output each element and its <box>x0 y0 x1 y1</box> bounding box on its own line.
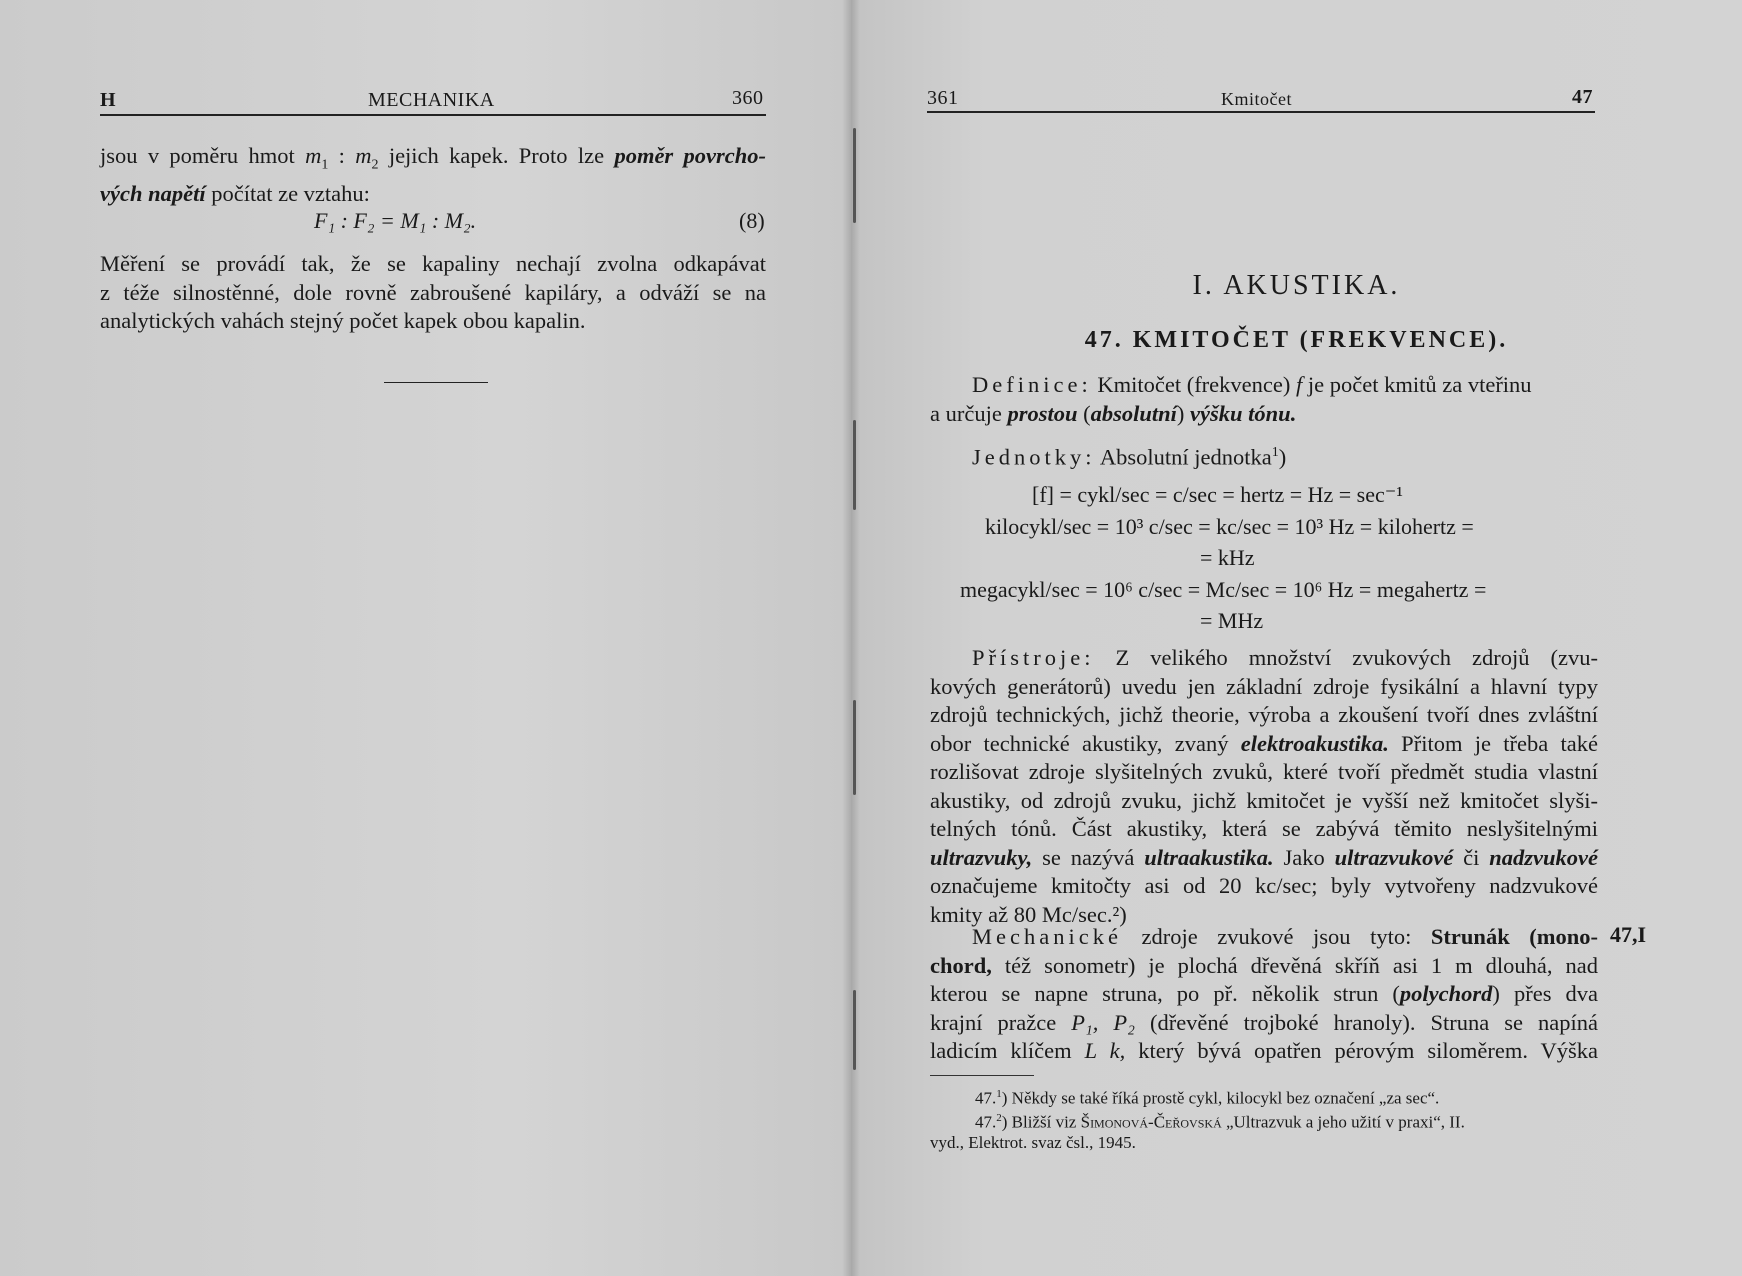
chapter-title: I. AKUSTIKA. <box>1192 270 1401 301</box>
left-paragraph-2 <box>100 250 766 336</box>
text-line: Mechanické zdroje zvukové jsou tyto: Strunák (mono- <box>972 924 1598 949</box>
instruments-paragraph <box>930 644 1598 929</box>
mechanical-paragraph <box>930 923 1598 1066</box>
text-line: a určuje prostou (absolutní) výšku tónu. <box>930 400 1297 426</box>
text-line: vých napětí počítat ze vztahu: <box>100 181 370 206</box>
text-line: chord, též sonometr) je plochá dřevěná skříň asi 1 m dlouhá, nad <box>930 952 1598 978</box>
text-line: telných tónů. Část akustiky, která se zabývá těmito neslyšitelnými <box>930 816 1598 841</box>
left-paragraph-1 <box>100 142 766 209</box>
left-header-title: MECHANIKA <box>368 89 495 111</box>
right-header-section: 47 <box>1572 86 1593 108</box>
text-line: kterou se napne struna, po př. několik strun (polychord) přes dva <box>930 981 1598 1006</box>
right-header-rule <box>927 111 1595 113</box>
text-line: zdrojů technických, jichž theorie, výroba a zkoušení tvoří dnes zvláštní <box>930 702 1598 727</box>
units-paragraph <box>972 439 1598 472</box>
definition-paragraph <box>930 371 1598 428</box>
text-line: jsou v poměru hmot $m_1$ : $m_2$ jejich kapek. Proto lze poměr povrcho- <box>100 143 766 173</box>
left-page-number: 360 <box>732 87 764 109</box>
footnote-2-continued: vyd., Elektrot. svaz čsl., 1945. <box>930 1133 1136 1152</box>
margin-note: 47,I <box>1610 922 1647 947</box>
text-line: ultrazvuky, se nazývá ultraakustika. Jako ultrazvukové či nadzvukové <box>930 844 1598 870</box>
text-line: kmity až 80 Mc/sec.²) <box>930 901 1127 927</box>
text-line: Definice: Kmitočet (frekvence) f je počet kmitů za vteřinu <box>972 372 1532 397</box>
footnote-rule <box>930 1075 1034 1076</box>
text-line: Přístroje: Z velikého množství zvukových zdrojů (zvu- <box>972 645 1598 670</box>
binding-stitch <box>853 128 856 223</box>
right-header-title: Kmitočet <box>1221 89 1292 109</box>
book-gutter <box>842 0 860 1276</box>
unit-equation: = MHz <box>1200 608 1264 633</box>
text-line: Měření se provádí tak, že se kapaliny nechají zvolna odkapávat <box>100 251 766 276</box>
unit-equation: megacykl/sec = 10⁶ c/sec = Mc/sec = 10⁶ Hz = megahertz = <box>960 577 1487 602</box>
footnote-1: 47.$^1$) Někdy se také říká prostě cykl, kilocykl bez označení „za sec“. <box>975 1088 1440 1108</box>
unit-equation: = kHz <box>1200 545 1255 570</box>
equation-number: (8) <box>739 208 765 233</box>
end-rule <box>384 382 488 383</box>
left-header-letter: H <box>100 89 117 111</box>
text-line: ladicím klíčem L k, který bývá opatřen pérovým siloměrem. Výška <box>930 1038 1599 1063</box>
binding-stitch <box>853 990 856 1070</box>
text-line: kových generátorů) uvedu jen základní zdroje fysikální a hlavní typy <box>930 673 1598 699</box>
section-title: 47. KMITOČET (FREKVENCE). <box>1084 327 1509 353</box>
text-line: rozlišovat zdroje slyšitelných zvuků, které tvoří předmět studia vlastní <box>930 759 1598 784</box>
binding-stitch <box>853 700 856 795</box>
text-line: analytických vahách stejný počet kapek obou kapalin. <box>100 308 586 333</box>
text-line: z téže silnostěnné, dole rovně zabroušené kapiláry, a odváží se na <box>100 279 766 305</box>
binding-stitch <box>853 420 856 510</box>
left-header-rule <box>100 114 766 116</box>
right-page-number: 361 <box>927 87 959 109</box>
text-line: akustiky, od zdrojů zvuku, jichž kmitočet je vyšší než kmitočet slyši- <box>930 787 1598 813</box>
unit-equation: kilocykl/sec = 10³ c/sec = kc/sec = 10³ Hz = kilohertz = <box>985 514 1474 539</box>
unit-equation: [f] = cykl/sec = c/sec = hertz = Hz = sec⁻¹ <box>1032 482 1403 507</box>
text-line: Jednotky: Absolutní jednotka$^1$) <box>972 444 1287 470</box>
equation-8: F₁ : F₂ = M₁ : M₂. <box>314 208 477 233</box>
text-line: obor technické akustiky, zvaný elektroakustika. Přitom je třeba také <box>930 730 1598 756</box>
text-line: krajní pražce P₁, P₂ (dřevěné trojboké hranoly). Struna se napíná <box>930 1009 1598 1035</box>
footnote-2: 47.$^2$) Bližší viz Šimonová-Čeřovská „Ultrazvuk a jeho užití v praxi“, II. <box>975 1112 1465 1132</box>
text-line: označujeme kmitočty asi od 20 kc/sec; byly vytvořeny nadzvukové <box>930 873 1598 898</box>
